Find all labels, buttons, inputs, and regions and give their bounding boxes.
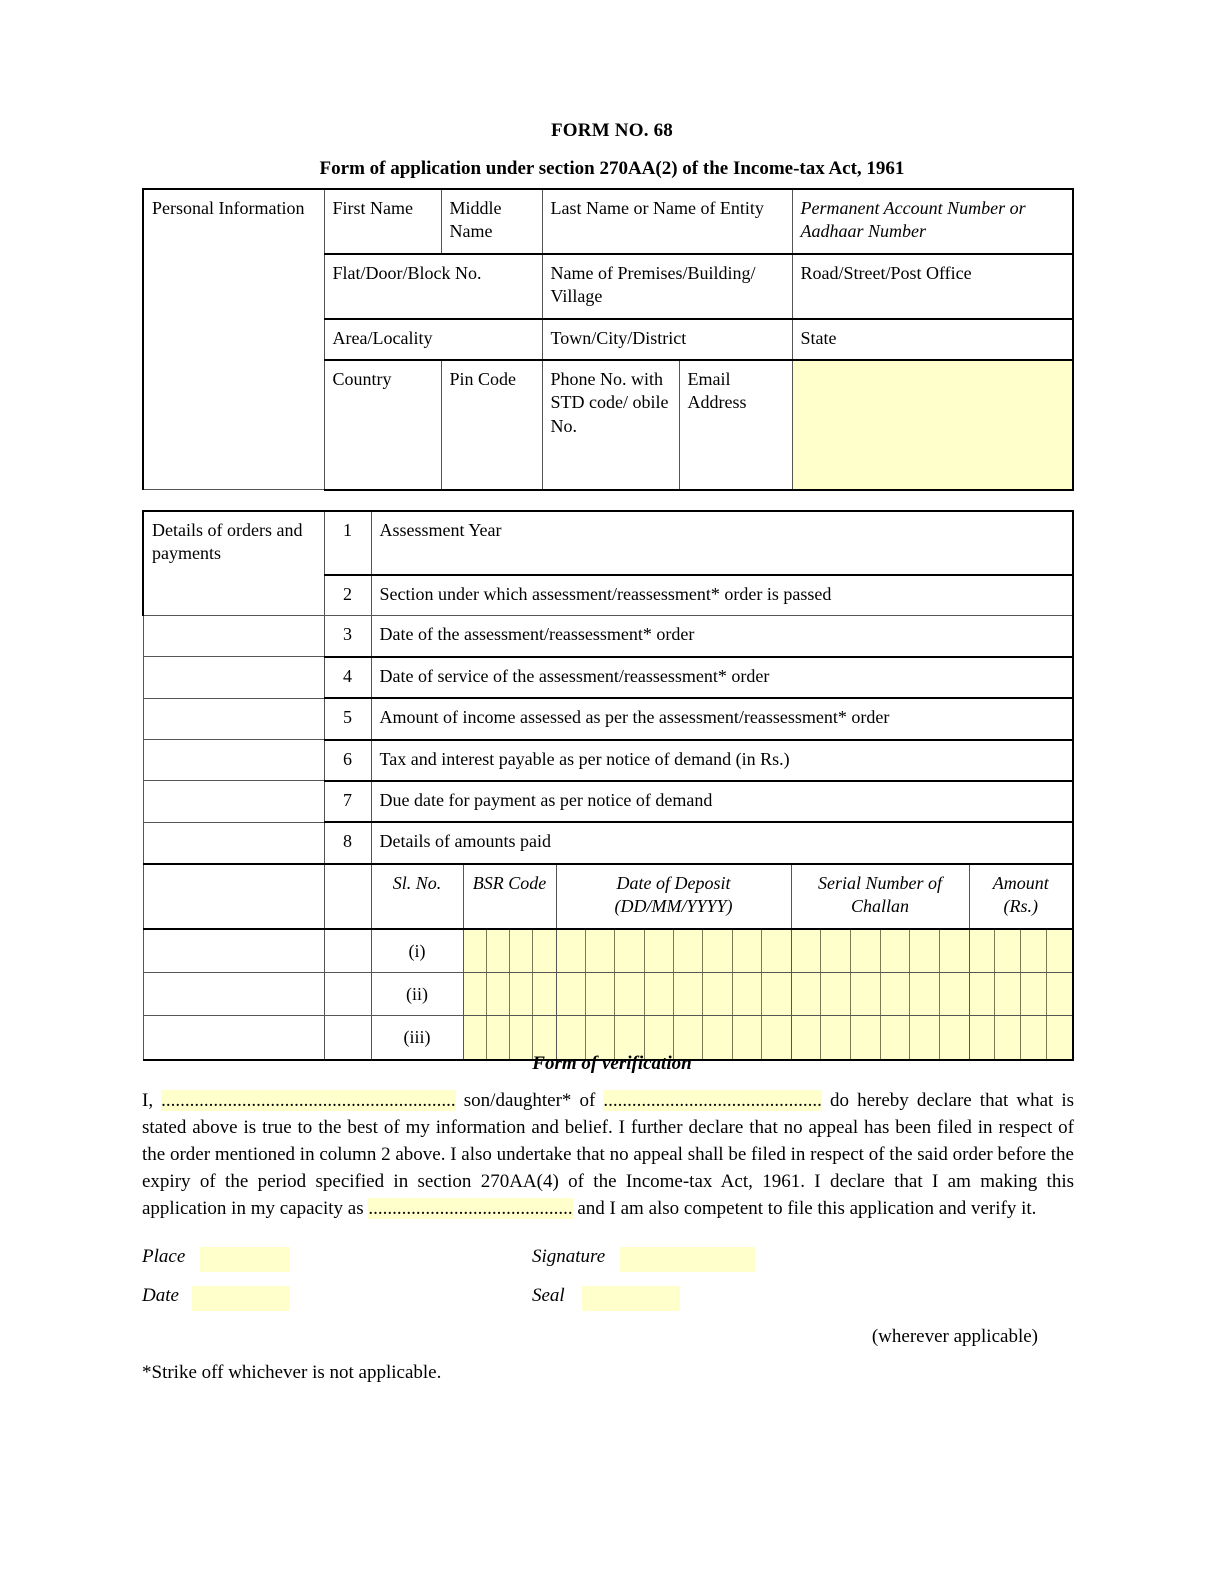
verification-declaration [142, 1088, 1074, 1223]
date-of-service-cell[interactable]: Date of service of the assessment/reassessment* order [371, 657, 1073, 698]
orders-label-spacer [143, 616, 324, 657]
character-box[interactable] [533, 973, 555, 1015]
character-box[interactable] [792, 930, 822, 972]
row-number: 2 [324, 575, 371, 616]
orders-label-spacer [143, 740, 324, 781]
character-box[interactable] [821, 973, 851, 1015]
character-box[interactable] [851, 973, 881, 1015]
challan-header-amount: Amount (Rs.) [969, 864, 1073, 929]
tax-interest-payable-cell[interactable]: Tax and interest payable as per notice of demand (in Rs.) [371, 740, 1073, 781]
row-number: 1 [324, 511, 371, 575]
orders-label: Details of orders and payments [143, 511, 324, 616]
orders-label-spacer [143, 972, 324, 1015]
orders-label-spacer [143, 822, 324, 863]
character-box[interactable] [910, 973, 940, 1015]
flat-door-block-cell[interactable]: Flat/Door/Block No. [324, 254, 542, 319]
declaration-relation: son/daughter* of [463, 1090, 596, 1111]
character-box[interactable] [674, 973, 703, 1015]
character-box[interactable] [615, 930, 644, 972]
character-box[interactable] [510, 973, 533, 1015]
character-box[interactable] [674, 930, 703, 972]
character-box[interactable] [615, 973, 644, 1015]
details-of-orders-table [142, 510, 1074, 1061]
character-box[interactable] [703, 973, 732, 1015]
character-box[interactable] [940, 930, 969, 972]
challan-serial-number-boxes[interactable] [791, 929, 969, 973]
challan-header-row [143, 864, 1073, 929]
challan-sl-no: (ii) [371, 972, 463, 1015]
character-box[interactable] [940, 973, 969, 1015]
row-number: 7 [324, 781, 371, 822]
signature-block [142, 1246, 1074, 1324]
place-label: Place [142, 1246, 186, 1267]
road-street-post-office-cell[interactable]: Road/Street/Post Office [792, 254, 1073, 319]
middle-name-cell[interactable]: Middle Name [441, 189, 542, 254]
challan-header-bsr-code: BSR Code [463, 864, 556, 929]
character-box[interactable] [851, 930, 881, 972]
character-box[interactable] [881, 973, 911, 1015]
challan-index-spacer [324, 972, 371, 1015]
pan-aadhaar-cell[interactable]: Permanent Account Number or Aadhaar Number [792, 189, 1073, 254]
town-city-district-cell[interactable]: Town/City/District [542, 319, 792, 360]
character-box[interactable] [881, 930, 911, 972]
state-cell[interactable]: State [792, 319, 1073, 360]
table-row [143, 189, 1073, 254]
row-number: 4 [324, 657, 371, 698]
personal-information-table [142, 188, 1074, 491]
character-box[interactable] [510, 930, 533, 972]
character-box[interactable] [1047, 930, 1072, 972]
character-box[interactable] [557, 973, 586, 1015]
character-box[interactable] [970, 973, 996, 1015]
character-box[interactable] [487, 930, 510, 972]
character-box[interactable] [733, 973, 762, 1015]
orders-label-spacer [143, 781, 324, 822]
declaration-capacity-blank[interactable]: ........................................... [368, 1197, 573, 1219]
last-name-cell[interactable]: Last Name or Name of Entity [542, 189, 792, 254]
table-row [143, 616, 1073, 657]
character-box[interactable] [1047, 973, 1072, 1015]
date-of-order-cell[interactable]: Date of the assessment/reassessment* order [371, 616, 1073, 657]
orders-label-spacer [143, 698, 324, 739]
row-number: 5 [324, 698, 371, 739]
character-box[interactable] [586, 973, 615, 1015]
personal-information-label: Personal Information [143, 189, 324, 490]
challan-amount-boxes[interactable] [969, 929, 1073, 973]
date-input[interactable] [192, 1286, 290, 1311]
date-seal-row [142, 1285, 1074, 1324]
assessment-year-cell[interactable]: Assessment Year [371, 511, 1073, 575]
orders-label-spacer [143, 864, 324, 929]
premises-building-village-cell[interactable]: Name of Premises/Building/ Village [542, 254, 792, 319]
character-box[interactable] [464, 973, 487, 1015]
signature-label: Signature [532, 1246, 606, 1267]
due-date-payment-cell[interactable]: Due date for payment as per notice of demand [371, 781, 1073, 822]
page-subtitle: Form of application under section 270AA(2) of the Income-tax Act, 1961 [319, 158, 905, 179]
character-box[interactable] [995, 973, 1021, 1015]
declaration-body: do hereby declare that what is stated above is true to the best of my information and belief. I further declare that no appeal has been filed in respect of the order mentioned in column 2 above. I also undertake that no appeal shall be filed in respect of the said order before the expiry of the period specified in section 270AA(4) of the Income-tax Act, 1961. I declare that I am making this application in my capacity as [142, 1090, 1075, 1219]
row-number: 3 [324, 616, 371, 657]
challan-date-of-deposit-boxes[interactable] [556, 972, 791, 1015]
challan-index-spacer [324, 864, 371, 929]
challan-index-spacer [324, 929, 371, 973]
character-box[interactable] [645, 930, 674, 972]
challan-bsr-code-boxes[interactable] [463, 929, 556, 973]
phone-number-cell[interactable]: Phone No. with STD code/ obile No. [542, 360, 679, 490]
email-address-cell[interactable]: Email Address [679, 360, 792, 490]
character-box[interactable] [995, 930, 1021, 972]
challan-amount-boxes[interactable] [969, 972, 1073, 1015]
character-box[interactable] [533, 930, 555, 972]
footnote: *Strike off whichever is not applicable. [142, 1362, 442, 1383]
challan-sl-no: (iii) [371, 1016, 463, 1060]
character-box[interactable] [1021, 973, 1047, 1015]
pin-code-cell[interactable]: Pin Code [441, 360, 542, 490]
first-name-cell[interactable]: First Name [324, 189, 441, 254]
character-box[interactable] [557, 930, 586, 972]
declaration-tail: and I am also competent to file this application and verify it. [577, 1197, 1037, 1219]
orders-label-spacer [143, 929, 324, 973]
challan-bsr-code-boxes[interactable] [463, 972, 556, 1015]
details-amounts-paid-cell[interactable]: Details of amounts paid [371, 822, 1073, 863]
table-row [143, 781, 1073, 822]
character-box[interactable] [762, 973, 790, 1015]
table-row [143, 511, 1073, 575]
row-number: 8 [324, 822, 371, 863]
seal-input[interactable] [582, 1286, 680, 1311]
declaration-parent-blank[interactable]: .............................................. [603, 1090, 822, 1111]
place-signature-row [142, 1246, 1074, 1285]
character-box[interactable] [821, 930, 851, 972]
row-number: 6 [324, 740, 371, 781]
challan-header-serial-number: Serial Number of Challan [791, 864, 969, 929]
character-box[interactable] [970, 930, 996, 972]
area-locality-cell[interactable]: Area/Locality [324, 319, 542, 360]
place-input[interactable] [200, 1247, 290, 1272]
table-row [143, 698, 1073, 739]
character-box[interactable] [703, 930, 732, 972]
challan-date-of-deposit-boxes[interactable] [556, 929, 791, 973]
personal-info-blank-cell[interactable] [792, 360, 1073, 490]
character-box[interactable] [910, 930, 940, 972]
page-title: FORM NO. 68 [551, 120, 673, 141]
character-box[interactable] [1021, 930, 1047, 972]
challan-row [143, 929, 1073, 973]
verification-title: Form of verification [532, 1053, 692, 1074]
character-box[interactable] [792, 973, 822, 1015]
signature-input[interactable] [620, 1247, 755, 1272]
table-row [143, 657, 1073, 698]
character-box[interactable] [762, 930, 790, 972]
table-row [143, 740, 1073, 781]
challan-row [143, 972, 1073, 1015]
table-row [143, 822, 1073, 863]
seal-label: Seal [532, 1285, 565, 1306]
wherever-applicable-note: (wherever applicable) [871, 1326, 1038, 1347]
character-box[interactable] [733, 930, 762, 972]
challan-sl-no: (i) [371, 929, 463, 973]
date-label: Date [142, 1285, 179, 1306]
character-box[interactable] [645, 973, 674, 1015]
character-box[interactable] [586, 930, 615, 972]
country-cell[interactable]: Country [324, 360, 441, 490]
challan-header-date-of-deposit: Date of Deposit (DD/MM/YYYY) [556, 864, 791, 929]
challan-serial-number-boxes[interactable] [791, 972, 969, 1015]
declaration-lead: I, [142, 1090, 154, 1111]
declaration-name-blank[interactable]: .............................................................. [161, 1090, 456, 1111]
orders-label-spacer [143, 657, 324, 698]
challan-header-sl-no: Sl. No. [371, 864, 463, 929]
character-box[interactable] [464, 930, 487, 972]
income-assessed-cell[interactable]: Amount of income assessed as per the assessment/reassessment* order [371, 698, 1073, 739]
character-box[interactable] [487, 973, 510, 1015]
section-order-passed-cell[interactable]: Section under which assessment/reassessment* order is passed [371, 575, 1073, 616]
